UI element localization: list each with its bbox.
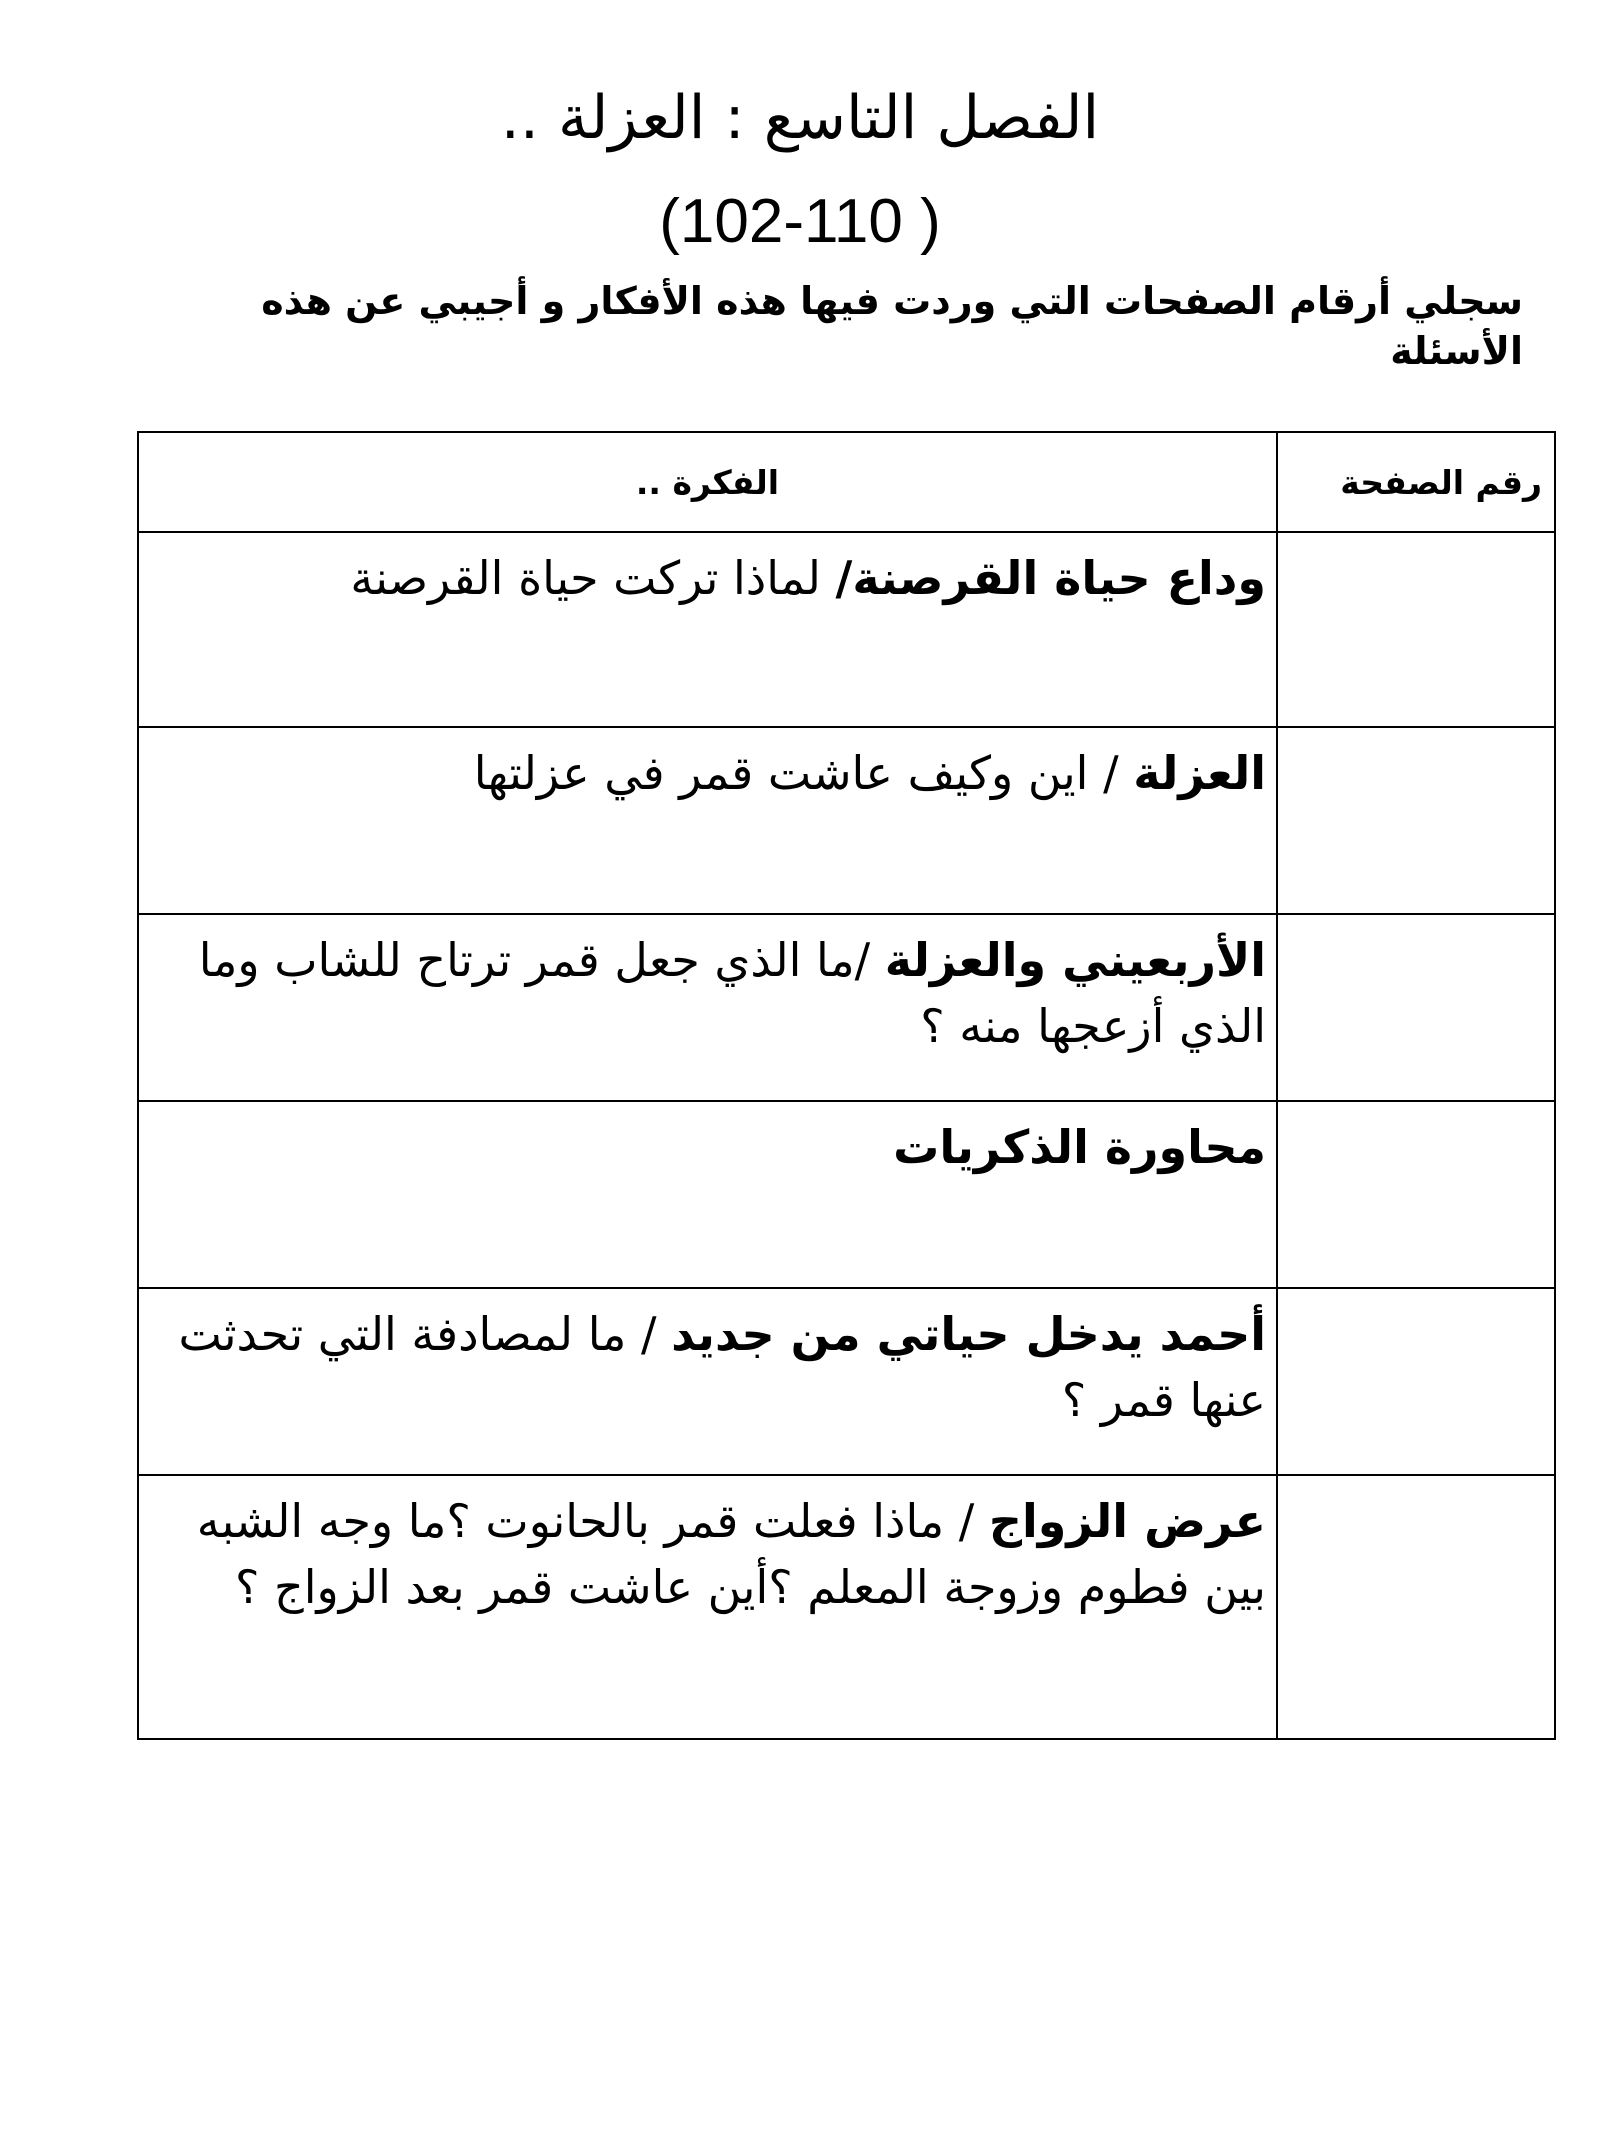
idea-cell	[138, 1288, 1277, 1475]
page-number-cell[interactable]	[1277, 1475, 1555, 1739]
page-number-cell[interactable]	[1277, 532, 1555, 727]
page-number-header: رقم الصفحة	[1277, 432, 1555, 532]
idea-topic: محاورة الذكريات	[893, 1120, 1266, 1174]
table-row	[138, 1101, 1555, 1288]
idea-topic: الأربعيني والعزلة	[884, 933, 1266, 987]
page-range: (102-110 )	[659, 187, 941, 256]
idea-cell	[138, 1101, 1277, 1288]
table-header-row	[138, 432, 1555, 532]
page-number-cell[interactable]	[1277, 914, 1555, 1101]
idea-topic: عرض الزواج	[988, 1494, 1266, 1548]
page-number-cell[interactable]	[1277, 1101, 1555, 1288]
table-row	[138, 532, 1555, 727]
idea-topic: أحمد يدخل حياتي من جديد	[671, 1307, 1266, 1361]
idea-question: / ماذا فعلت قمر بالحانوت ؟ما وجه الشبه بين فطوم وزوجة المعلم ؟أين عاشت قمر بعد الزواج ؟	[196, 1494, 1266, 1614]
idea-topic: وداع حياة القرصنة/	[835, 551, 1266, 605]
instructions-text: سجلي أرقام الصفحات التي وردت فيها هذه الأفكار و أجيبي عن هذه الأسئلة	[261, 279, 1523, 373]
page-number-cell[interactable]	[1277, 1288, 1555, 1475]
table-row	[138, 1288, 1555, 1475]
idea-question: / اين وكيف عاشت قمر في عزلتها	[473, 746, 1134, 800]
table-row	[138, 727, 1555, 914]
idea-cell	[138, 727, 1277, 914]
idea-header: الفكرة ..	[138, 432, 1277, 532]
page-number-cell[interactable]	[1277, 727, 1555, 914]
idea-question: لماذا تركت حياة القرصنة	[350, 551, 836, 605]
idea-topic: العزلة	[1133, 746, 1266, 800]
table-row	[138, 1475, 1555, 1739]
table-row	[138, 914, 1555, 1101]
idea-question: / ما لمصادفة التي تحدثت عنها قمر ؟	[178, 1307, 1266, 1427]
idea-cell	[138, 1475, 1277, 1739]
idea-cell	[138, 532, 1277, 727]
chapter-title: الفصل التاسع : العزلة ..	[500, 83, 1100, 153]
idea-question: /ما الذي جعل قمر ترتاح للشاب وما الذي أزعجها منه ؟	[198, 933, 1266, 1053]
questions-table	[137, 431, 1556, 1740]
idea-cell	[138, 914, 1277, 1101]
